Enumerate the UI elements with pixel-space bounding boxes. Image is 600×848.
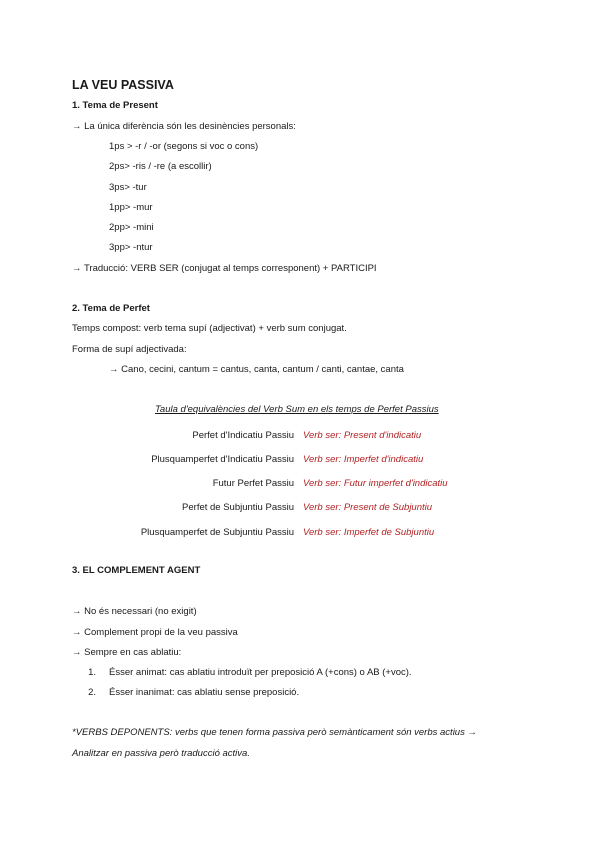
list-item-text: Ésser animat: cas ablatiu introduït per preposició A (+cons) o AB (+voc).: [109, 667, 412, 678]
present-form-3pp: 3pp> -ntur: [109, 242, 153, 253]
section2-line1: Temps compost: verb tema supí (adjectivat) + verb sum conjugat.: [72, 323, 347, 334]
table-row-left: Perfet d'Indicatiu Passiu: [192, 430, 294, 441]
section1-heading: 1. Tema de Present: [72, 100, 158, 111]
table-row-left: Plusquamperfet de Subjuntiu Passiu: [140, 527, 294, 538]
table-row-left: Perfet de Subjuntiu Passiu: [182, 502, 294, 513]
deponent-note-line2: Analitzar en passiva però traducció activa.: [72, 748, 250, 759]
section3-point-1: → No és necessari (no exigit): [72, 606, 197, 617]
table-row-left: Plusquamperfet d'Indicatiu Passiu: [151, 454, 294, 465]
table-caption: Taula d'equivalències del Verb Sum en els temps de Perfet Passius: [155, 404, 439, 415]
present-form-3ps: 3ps> -tur: [109, 182, 147, 193]
present-form-1pp: 1pp> -mur: [109, 202, 153, 213]
present-form-1ps: 1ps > -r / -or (segons si voc o cons): [109, 141, 259, 152]
table-row-right: Verb ser: Present de Subjuntiu: [303, 502, 433, 513]
table-row-right: Verb ser: Futur imperfet d'indicatiu: [303, 478, 448, 489]
section1-translation: → Traducció: VERB SER (conjugat al temps corresponent) + PARTICIPI: [72, 263, 377, 274]
table-row-right: Verb ser: Imperfet d'indicatiu: [303, 454, 424, 465]
table-row-right: Verb ser: Present d'indicatiu: [303, 430, 422, 441]
section1-intro: → La única diferència són les desinències personals:: [72, 121, 296, 132]
deponent-note-line1: *VERBS DEPONENTS: verbs que tenen forma passiva però semànticament són verbs actius →: [72, 727, 477, 738]
table-row-right: Verb ser: Imperfet de Subjuntiu: [303, 527, 435, 538]
section2-example: → Cano, cecini, cantum = cantus, canta, cantum / canti, cantae, canta: [109, 364, 404, 375]
present-form-2ps: 2ps> -ris / -re (a escollir): [109, 161, 212, 172]
section3-heading: 3. EL COMPLEMENT AGENT: [72, 565, 201, 576]
document-title: LA VEU PASSIVA: [72, 78, 174, 92]
section2-heading: 2. Tema de Perfet: [72, 303, 150, 314]
present-form-2pp: 2pp> -mini: [109, 222, 154, 233]
list-item-number: 1.: [88, 667, 96, 678]
list-item-number: 2.: [88, 687, 96, 698]
table-row-left: Futur Perfet Passiu: [212, 478, 294, 489]
section3-point-2: → Complement propi de la veu passiva: [72, 627, 238, 638]
list-item-text: Ésser inanimat: cas ablatiu sense preposició.: [109, 687, 300, 698]
section3-point-3: → Sempre en cas ablatiu:: [72, 647, 182, 658]
section2-line2: Forma de supí adjectivada:: [72, 344, 187, 355]
